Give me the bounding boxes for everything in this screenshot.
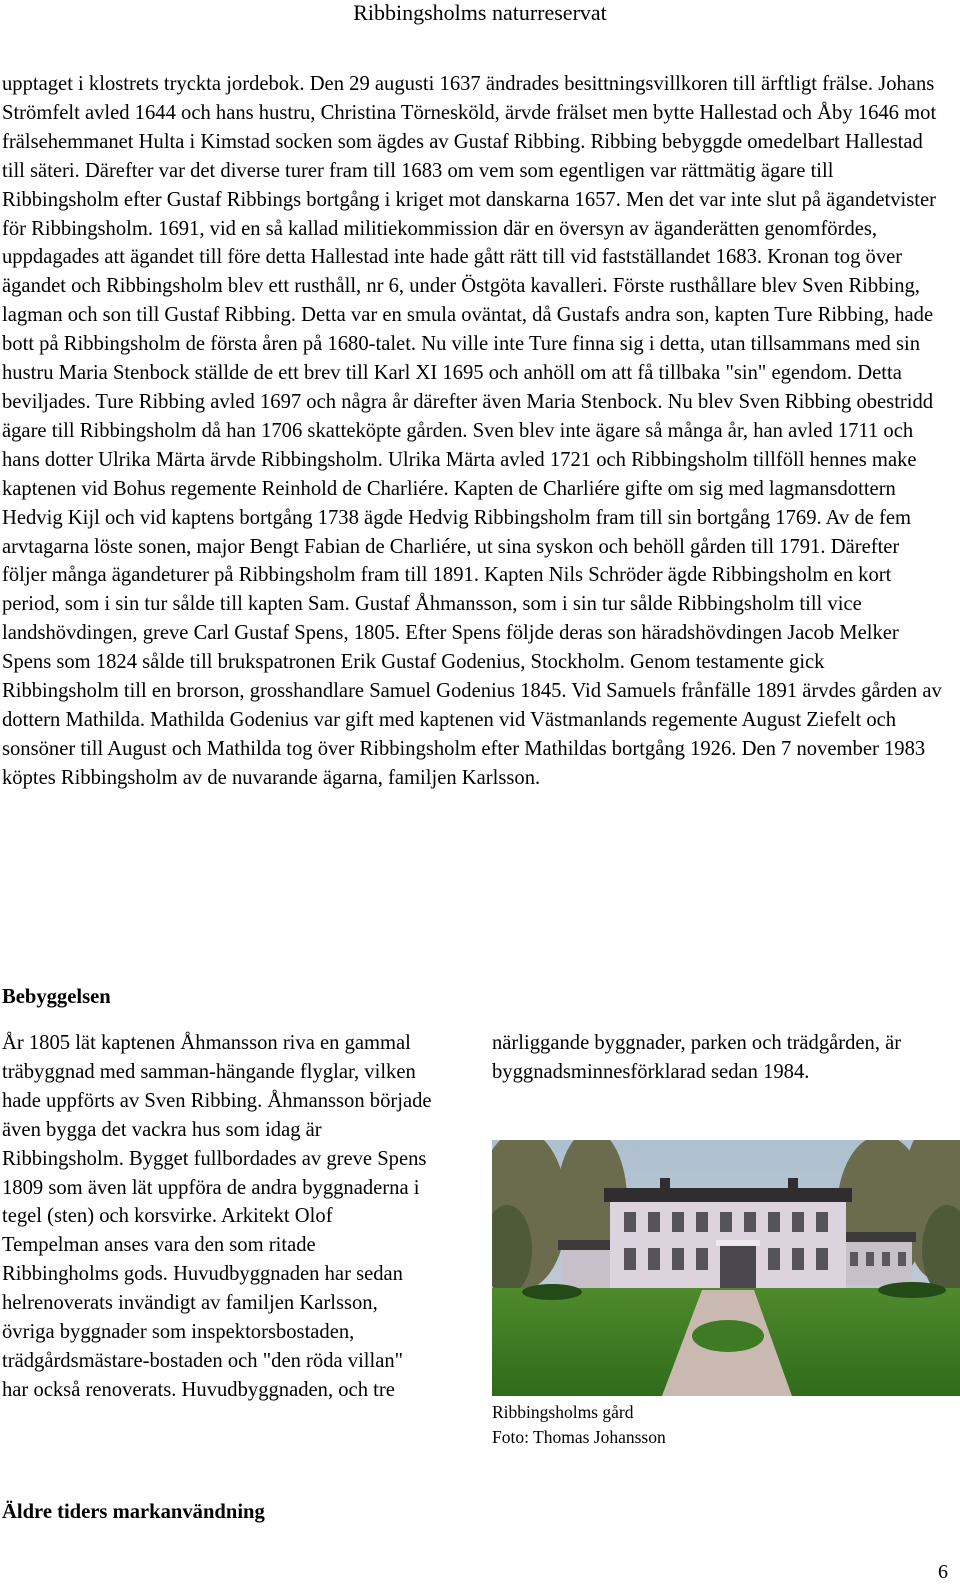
section-heading-markanvandning: Äldre tiders markanvändning xyxy=(2,1501,265,1523)
page-header: Ribbingsholms naturreservat xyxy=(353,0,607,25)
section-heading-bebyggelsen: Bebyggelsen xyxy=(2,986,111,1008)
bebyggelsen-right-column: närliggande byggnader, parken och trädgården, är byggnadsminnesförklarad sedan 1984. xyxy=(492,1032,902,1083)
bebyggelsen-left-column: År 1805 lät kaptenen Åhmansson riva en gammal träbyggnad med samman-hängande flyglar, vilken hade uppförts av Sven Ribbing. Åhmansson började även bygga det vackra hus som idag är Ribbingsholm. Bygget fullbordades av greve Spens 1809 som även lät uppföra de andra byggnaderna i tegel (sten) och korsvirke. Arkitekt Olof Tempelman anses vara den som ritade Ribbingholms gods. Huvudbyggnaden har sedan helrenoverats invändigt av familjen Karlsson, övriga byggnader som inspektorsbostaden, trädgårdsmästare-bostaden och "den röda villan" har också renoverats. Huvudbyggnaden, och tre xyxy=(2,1032,432,1401)
photo-caption xyxy=(492,1400,666,1450)
body-paragraph: upptaget i klostrets tryckta jordebok. Den 29 augusti 1637 ändrades besittningsvillkoren till ärftligt frälse. Johans Strömfelt avled 1644 och hans hustru, Christina Törnesköld, ärvde frälset men bytte Hallestad och Åby 1646 mot frälsehemmanet Hulta i Kimstad socken som ägdes av Gustaf Ribbing. Ribbing bebyggde omedelbart Hallestad till säteri. Därefter var det diverse turer fram till 1683 om vem som egentligen var rättmätig ägare till Ribbingsholm efter Gustaf Ribbings bortgång i kriget mot danskarna 1657. Men det var inte slut på ägandetvister för Ribbingsholm. 1691, vid en så kallad militiekommission där en översyn av äganderätten genomfördes, uppdagades att ägandet till före detta Hallestad inte hade gått rätt till vid fastställandet 1683. Kronan tog över ägandet och Ribbingsholm blev ett rusthåll, nr 6, under Östgöta kavalleri. Förste rusthållare blev Sven Ribbing, lagman och son till Gustaf Ribbing. Detta var en smula oväntat, då Gustafs andra son, kapten Ture Ribbing, hade bott på Ribbingsholm de första åren på 1680-talet. Nu ville inte Ture finna sig i detta, utan tillsammans med sin hustru Maria Stenbock ställde de ett brev till Karl XI 1695 och anhöll om att få tillbaka "sin" egendom. Detta beviljades. Ture Ribbing avled 1697 och några år därefter även Maria Stenbock. Nu blev Sven Ribbing obestridd ägare till Ribbingsholm då han 1706 skatteköpte gården. Sven blev inte ägare så många år, han avled 1711 och hans dotter Ulrika Märta ärvde Ribbingsholm. Ulrika Märta avled 1721 och Ribbingsholm tillföll hennes make kaptenen vid Bohus regemente Reinhold de Charliére. Kapten de Charliére gifte om sig med lagmansdottern Hedvig Kijl och vid kaptens bortgång 1738 ägde Hedvig Ribbingsholm fram till sin bortgång 1769. Av de fem arvtagarna löste sonen, major Bengt Fabian de Charliére, ut sina syskon och behöll gården till 1791. Därefter följer många ägandeturer på Ribbingsholm fram till 1891. Kapten Nils Schröder ägde Ribbingsholm en kort period, som i sin tur sålde till kapten Sam. Gustaf Åhmansson, som i sin tur sålde Ribbingsholm till vice landshövdingen, greve Carl Gustaf Spens, 1805. Efter Spens följde deras son häradshövdingen Jacob Melker Spens som 1824 sålde till brukspatronen Erik Gustaf Godenius, Stockholm. Genom testamente gick Ribbingsholm till en brorson, grosshandlare Samuel Godenius 1845. Vid Samuels frånfälle 1891 ärvdes gården av dottern Mathilda. Mathilda Godenius var gift med kaptenen vid Västmanlands regemente August Ziefelt och sonsöner till August och Mathilda tog över Ribbingsholm efter Mathildas bortgång 1926. Den 7 november 1983 köptes Ribbingsholm av de nuvarande ägarna, familjen Karlsson. xyxy=(2,73,942,789)
caption-title: Ribbingsholms gård xyxy=(492,1402,634,1422)
caption-credit: Foto: Thomas Johansson xyxy=(492,1427,666,1447)
manor-photo xyxy=(492,1140,960,1396)
page-number: 6 xyxy=(938,1561,948,1583)
